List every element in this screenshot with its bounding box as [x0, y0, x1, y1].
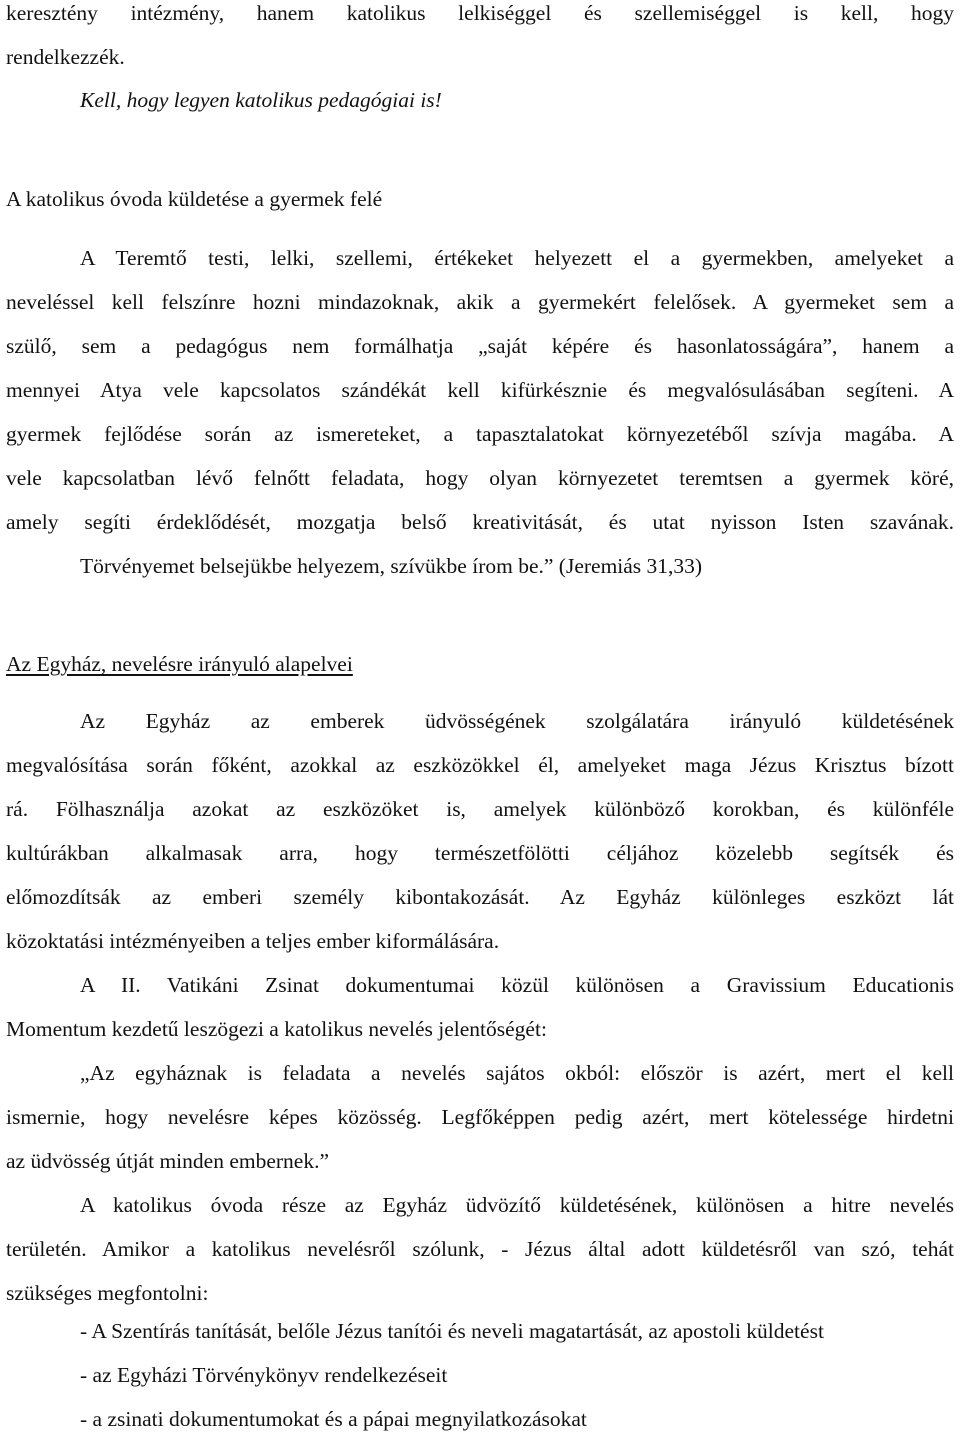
text-line: mennyei Atya vele kapcsolatos szándékát kell kifürkésznie és megvalósulásában segíteni. A — [6, 378, 954, 402]
list-item: - a zsinati dokumentumokat és a pápai megnyilatkozásokat — [80, 1407, 587, 1431]
section-heading: A katolikus óvoda küldetése a gyermek felé — [6, 187, 383, 211]
text-line: Momentum kezdetű leszögezi a katolikus nevelés jelentőségét: — [6, 1017, 547, 1041]
section1-paragraph — [6, 236, 954, 588]
text-line: rendelkezzék. — [6, 45, 125, 69]
text-line: vele kapcsolatban lévő felnőtt feladata, hogy olyan környezetet teremtsen a gyermek köré, — [6, 466, 954, 490]
list-item: - A Szentírás tanítását, belőle Jézus tanítói és neveli magatartását, az apostoli küldetést — [80, 1319, 824, 1343]
text-line: rá. Fölhasználja azokat az eszközöket is, amelyek különböző korokban, és különféle — [6, 797, 954, 821]
quote-line: „Az egyháznak is feladata a nevelés sajátos okból: először is azért, mert el kell — [80, 1061, 954, 1085]
text-line: gyermek fejlődése során az ismereteket, a tapasztalatokat környezetéből szívja magába. A — [6, 422, 954, 446]
section-heading-principles — [6, 642, 954, 686]
text-line: előmozdítsák az emberi személy kibontakozását. Az Egyház különleges eszközt lát — [6, 885, 954, 909]
list-item: - az Egyházi Törvénykönyv rendelkezéseit — [80, 1363, 448, 1387]
section2-paragraph — [6, 699, 954, 1315]
italic-line: Kell, hogy legyen katolikus pedagógiai is! — [80, 88, 442, 112]
text-line: keresztény intézmény, hanem katolikus lelkiséggel és szellemiséggel is kell, hogy — [6, 1, 954, 25]
quote-line: ismernie, hogy nevelésre képes közösség. Legfőképpen pedig azért, mert kötelessége hirdetni — [6, 1105, 954, 1129]
text-line: neveléssel kell felszínre hozni mindazoknak, akik a gyermekért felelősek. A gyermeket sem a — [6, 290, 954, 314]
text-line: területén. Amikor a katolikus nevelésről szólunk, - Jézus által adott küldetésről van szó, tehát — [6, 1237, 954, 1261]
considerations-list — [6, 1309, 954, 1441]
quote-line: az üdvösség útját minden embernek.” — [6, 1149, 329, 1173]
text-line: Az Egyház az emberek üdvösségének szolgálatára irányuló küldetésének — [80, 709, 954, 733]
text-line: A katolikus óvoda része az Egyház üdvözítő küldetésének, különösen a hitre nevelés — [80, 1193, 954, 1217]
text-line: Törvényemet belsejükbe helyezem, szívükbe írom be.” (Jeremiás 31,33) — [80, 554, 703, 578]
text-line: A Teremtő testi, lelki, szellemi, értékeket helyezett el a gyermekben, amelyeket a — [80, 246, 954, 270]
text-line: szülő, sem a pedagógus nem formálhatja „saját képére és hasonlatosságára”, hanem a — [6, 334, 954, 358]
text-line: megvalósítása során főként, azokkal az eszközökkel él, amelyeket maga Jézus Krisztus bízott — [6, 753, 954, 777]
text-line: amely segíti érdeklődését, mozgatja belső kreativitását, és utat nyisson Isten szavának. — [6, 510, 954, 534]
text-line: A II. Vatikáni Zsinat dokumentumai közül különösen a Gravissium Educationis — [80, 973, 954, 997]
text-line: közoktatási intézményeiben a teljes ember kiformálására. — [6, 929, 500, 953]
text-line: kultúrákban alkalmasak arra, hogy természetfölötti céljához közelebb segítsék és — [6, 841, 954, 865]
section-heading-mission — [6, 177, 954, 221]
section-heading: Az Egyház, nevelésre irányuló alapelvei — [6, 652, 353, 676]
italic-statement — [6, 78, 954, 122]
opening-paragraph — [6, 0, 954, 79]
text-line: szükséges megfontolni: — [6, 1281, 209, 1305]
